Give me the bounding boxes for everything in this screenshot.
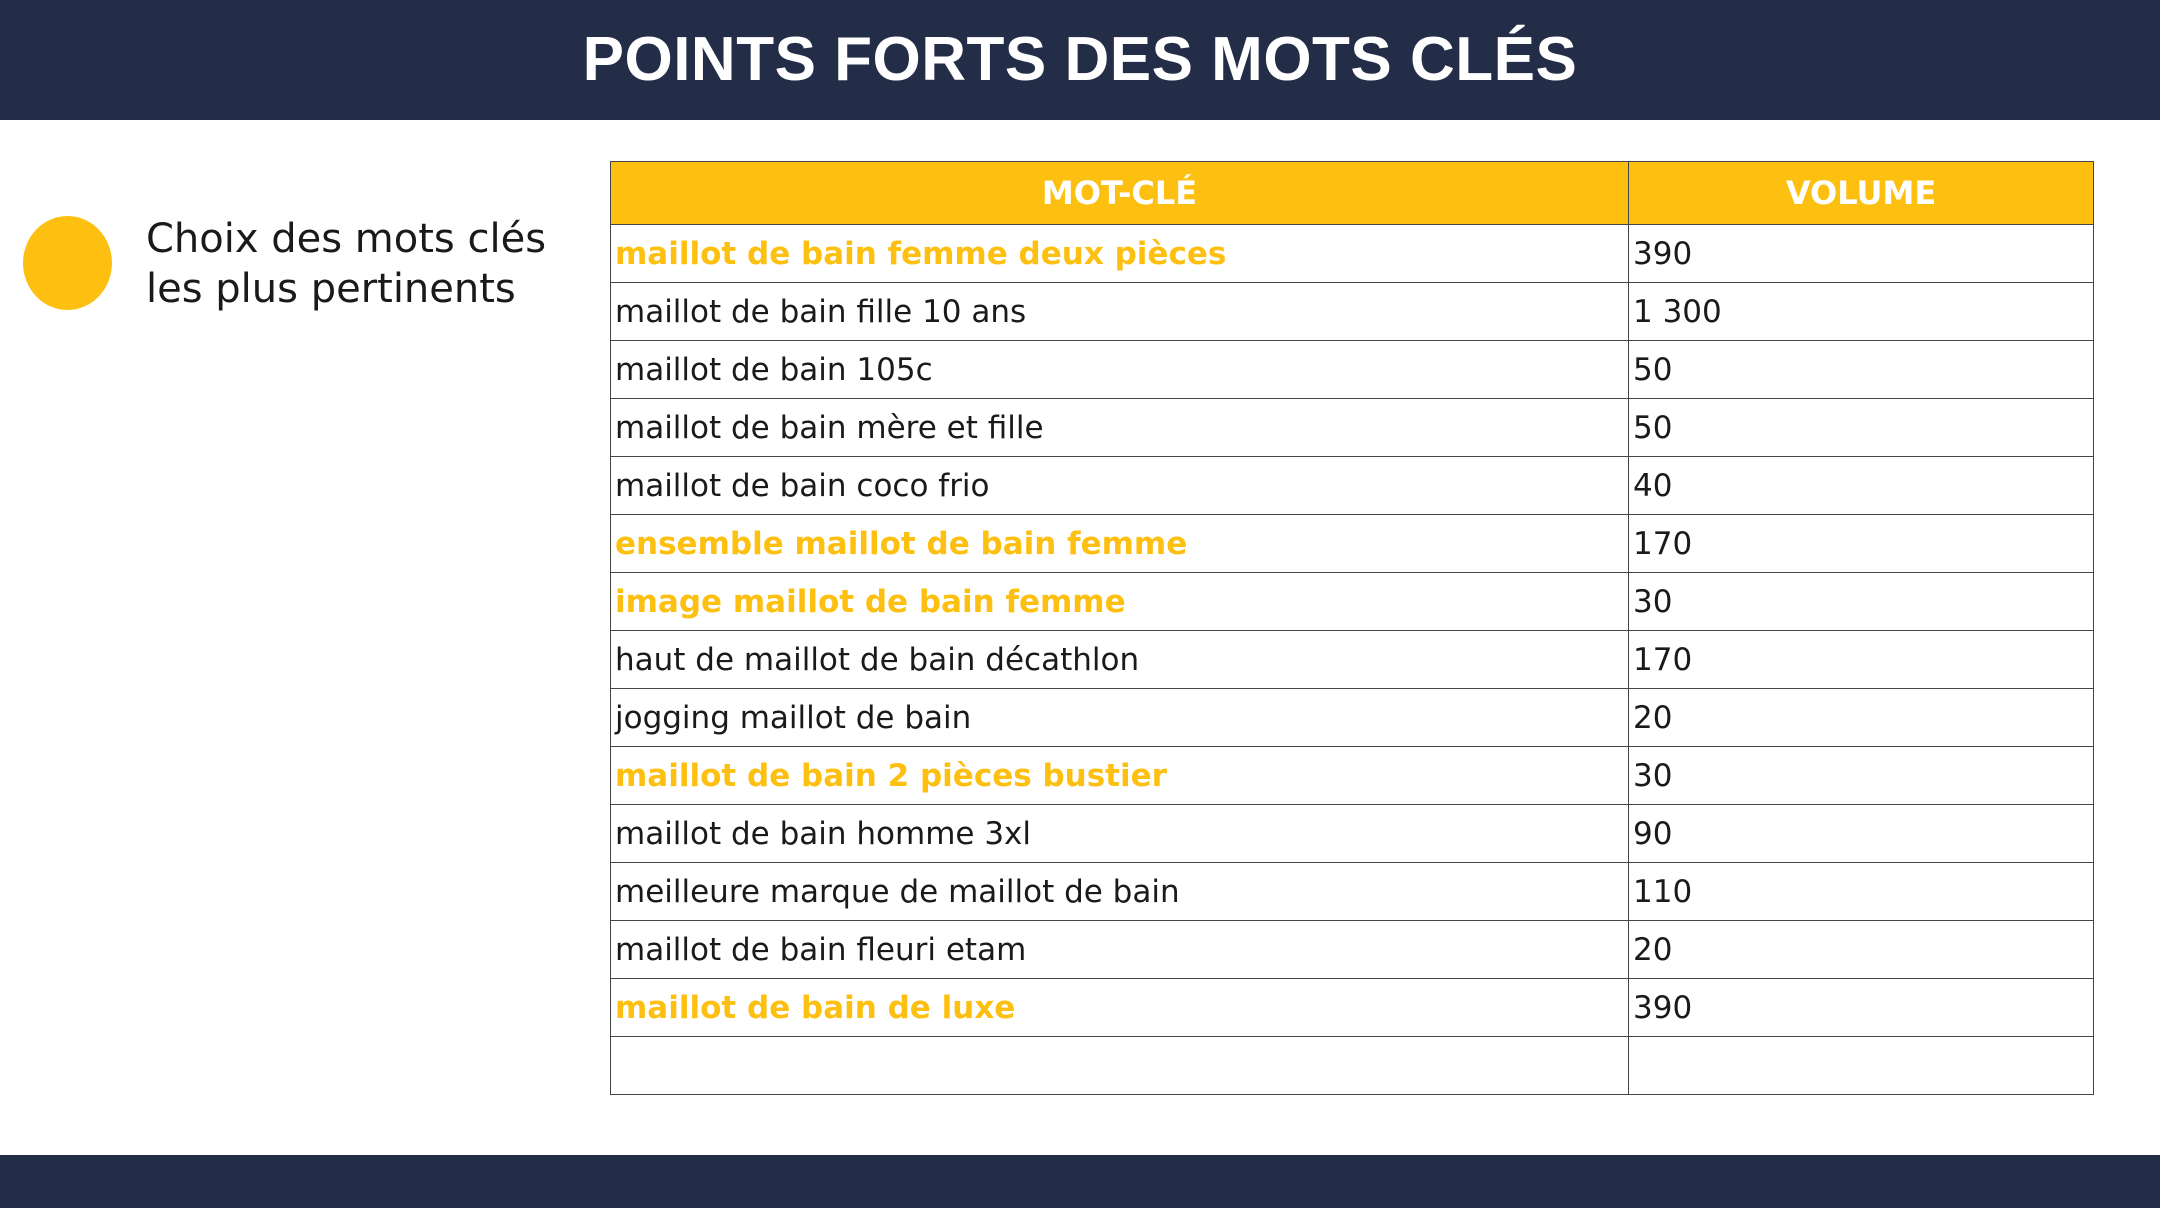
table-header-row [611,162,2094,225]
volume-cell: 170 [1629,515,2094,573]
keyword-cell: jogging maillot de bain [611,689,1629,747]
volume-cell [1629,1037,2094,1095]
keyword-cell: meilleure marque de maillot de bain [611,863,1629,921]
keyword-cell: image maillot de bain femme [611,573,1629,631]
keyword-cell: haut de maillot de bain décathlon [611,631,1629,689]
volume-cell: 20 [1629,689,2094,747]
table-row [611,225,2094,283]
footer-bar [0,1155,2160,1208]
table-row [611,457,2094,515]
volume-cell: 170 [1629,631,2094,689]
column-header-volume: VOLUME [1629,162,2094,225]
keyword-cell: maillot de bain fleuri etam [611,921,1629,979]
volume-cell: 30 [1629,747,2094,805]
volume-cell: 20 [1629,921,2094,979]
keyword-cell: maillot de bain 2 pièces bustier [611,747,1629,805]
volume-cell: 90 [1629,805,2094,863]
table-row [611,689,2094,747]
keyword-cell: maillot de bain homme 3xl [611,805,1629,863]
table-row [611,805,2094,863]
bullet-circle-icon [23,216,112,310]
volume-cell: 110 [1629,863,2094,921]
keyword-cell [611,1037,1629,1095]
volume-cell: 30 [1629,573,2094,631]
keyword-cell: maillot de bain femme deux pièces [611,225,1629,283]
keyword-cell: maillot de bain fille 10 ans [611,283,1629,341]
keyword-cell: maillot de bain de luxe [611,979,1629,1037]
page-title: POINTS FORTS DES MOTS CLÉS [582,25,1578,94]
table-row [611,283,2094,341]
keyword-cell: ensemble maillot de bain femme [611,515,1629,573]
bullet-text-line-2: les plus pertinents [146,266,516,312]
table-row [611,979,2094,1037]
header-bar [0,0,2160,120]
volume-cell: 50 [1629,341,2094,399]
table-row [611,573,2094,631]
table-row [611,341,2094,399]
bullet-text [146,214,566,314]
keyword-cell: maillot de bain mère et fille [611,399,1629,457]
bullet-text-line-1: Choix des mots clés [146,216,547,262]
volume-cell: 390 [1629,225,2094,283]
table-body [611,225,2094,1095]
table-row [611,515,2094,573]
volume-cell: 1 300 [1629,283,2094,341]
table-row [611,631,2094,689]
table-row [611,399,2094,457]
keyword-cell: maillot de bain 105c [611,341,1629,399]
column-header-keyword: MOT-CLÉ [611,162,1629,225]
volume-cell: 390 [1629,979,2094,1037]
table-row [611,863,2094,921]
table-row [611,747,2094,805]
volume-cell: 50 [1629,399,2094,457]
table-row [611,1037,2094,1095]
volume-cell: 40 [1629,457,2094,515]
keyword-cell: maillot de bain coco frio [611,457,1629,515]
table-row [611,921,2094,979]
keyword-table [610,161,2094,1095]
